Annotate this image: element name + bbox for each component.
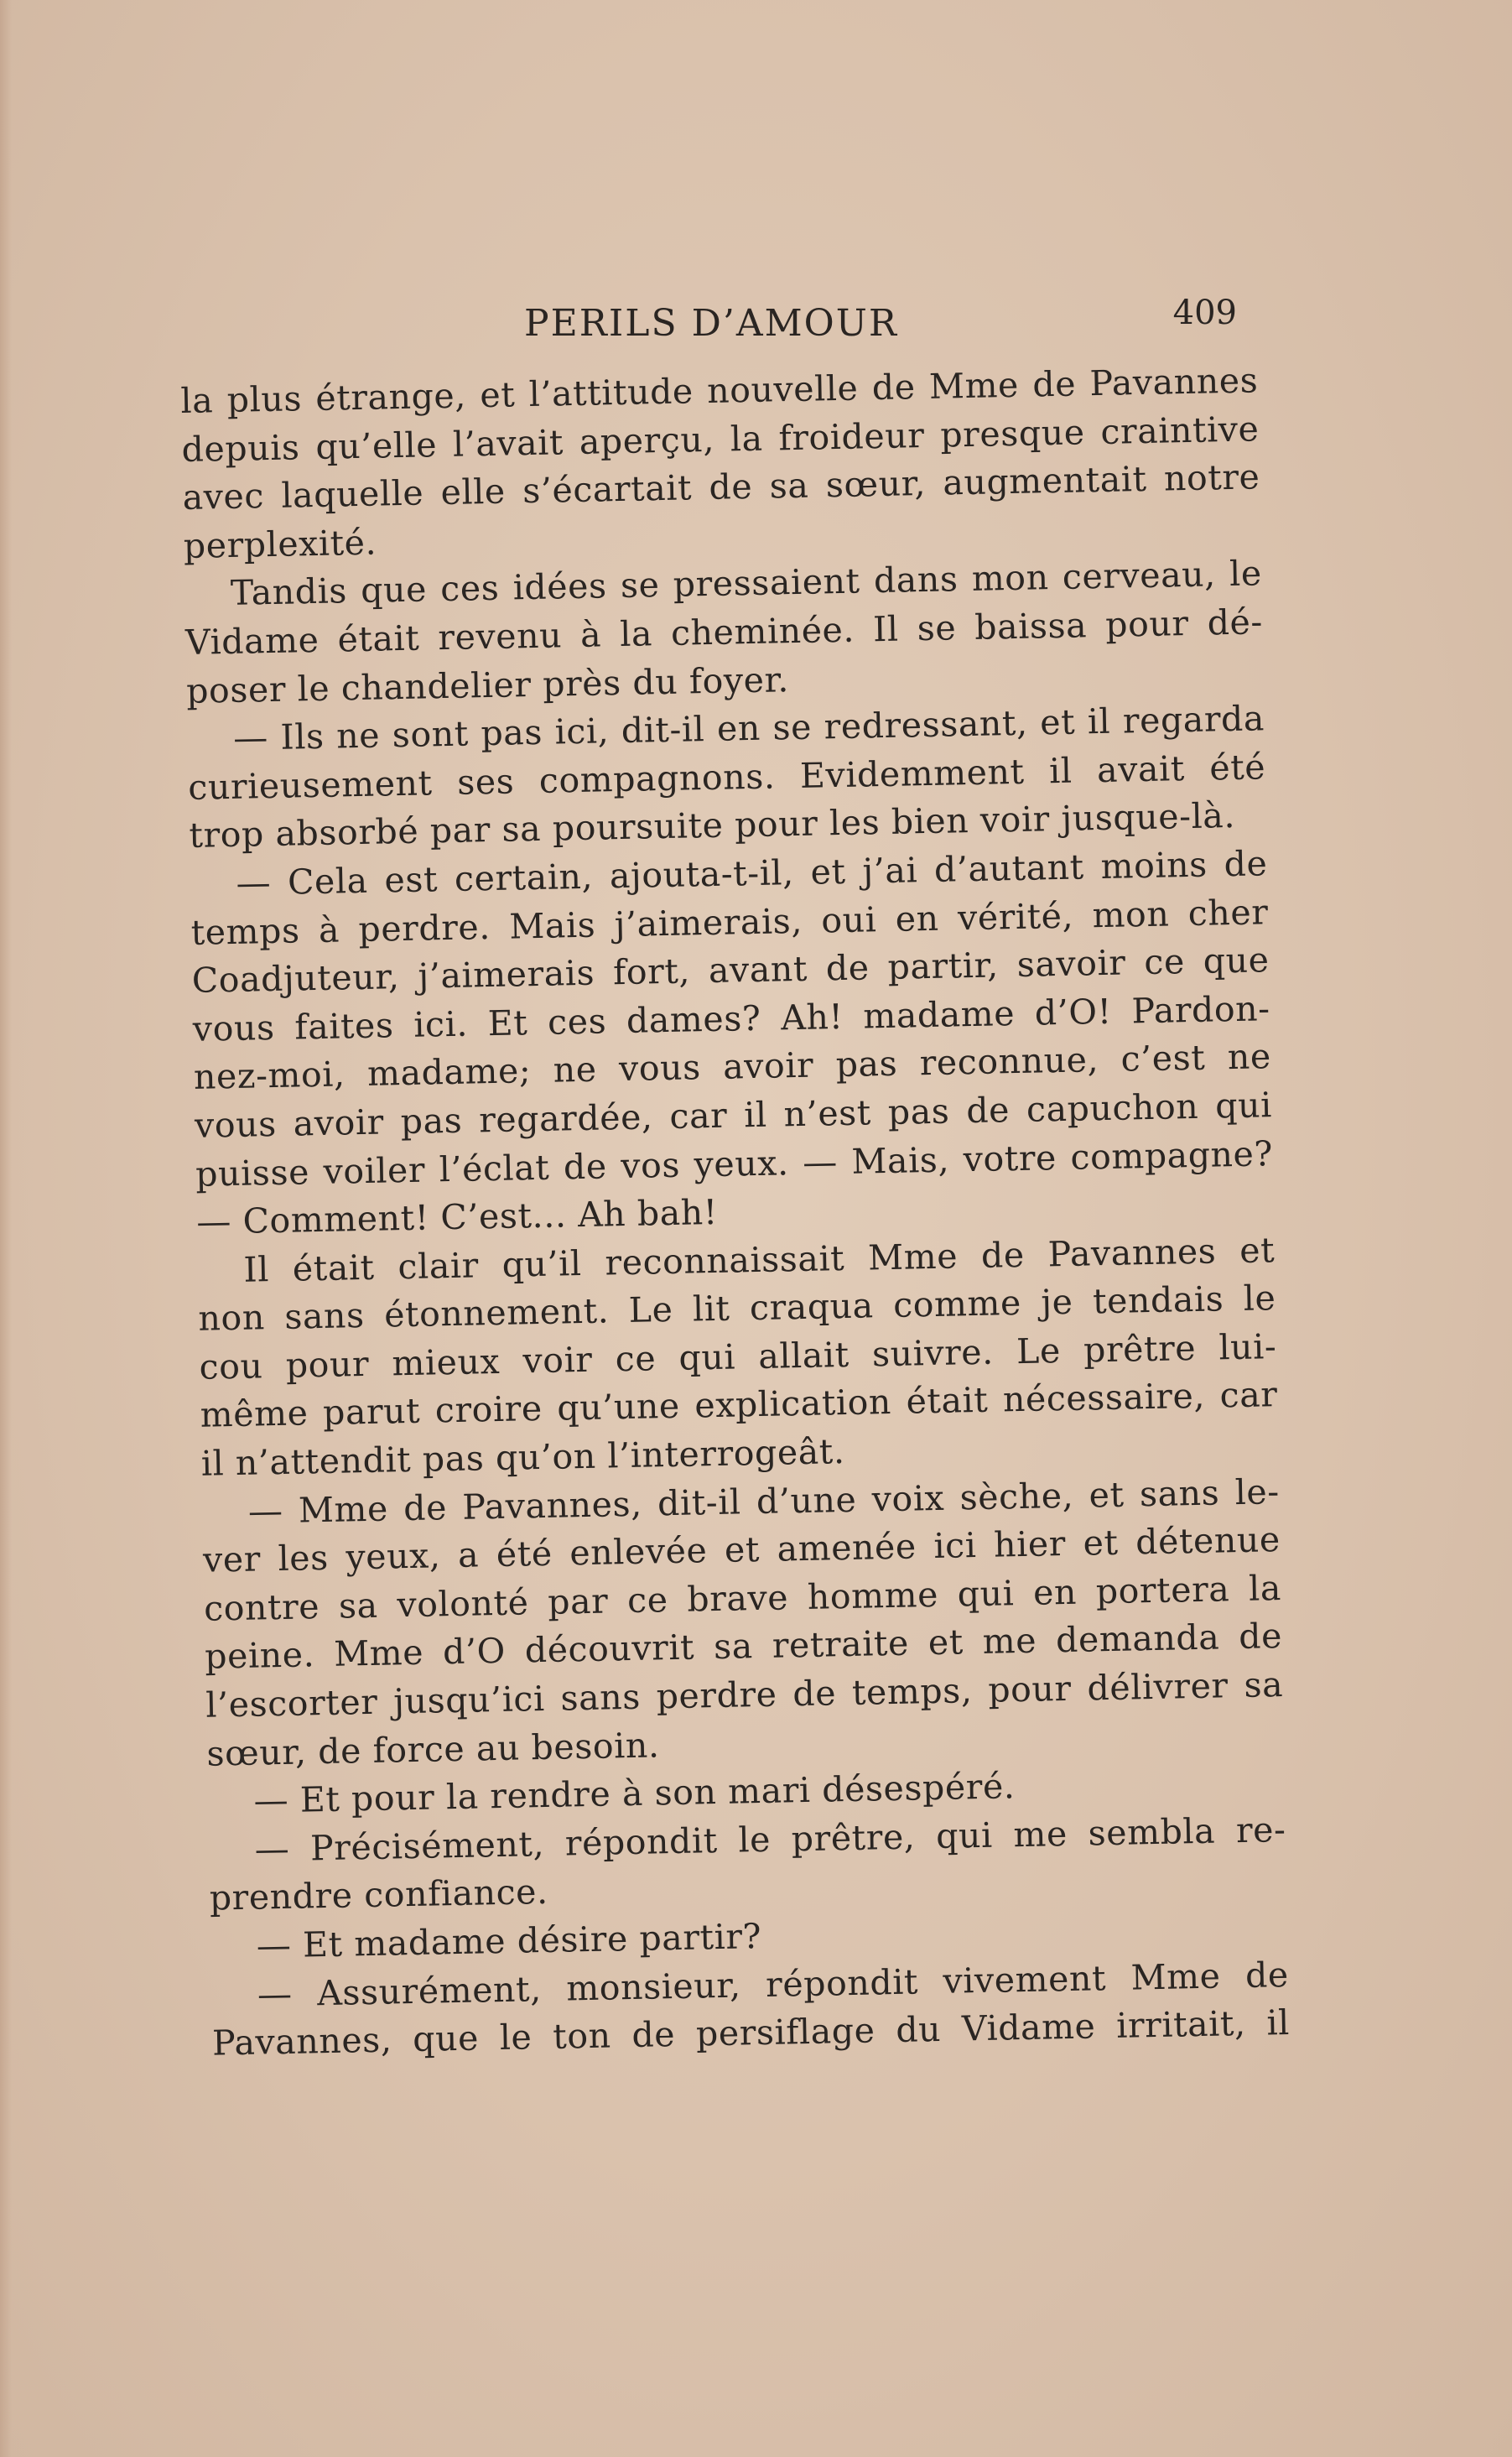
word: temps, [851,1670,973,1713]
word: plus [226,378,303,420]
word: et [1083,1523,1120,1564]
word: cou [199,1346,263,1387]
word: sa [769,465,809,507]
word: ces [547,1001,607,1043]
word: que [412,2017,480,2060]
page-edge-shadow [0,0,12,2457]
word: ne [335,715,381,757]
word: idées [512,565,608,608]
word: Coadjuteur, [191,956,400,1001]
word: — [802,1141,839,1183]
word: sœur, [825,463,927,506]
word: lui- [1218,1325,1277,1368]
text-line: il n’attendit pas qu’on l’interrogeât. [200,1431,845,1484]
word: nécessaire, [1002,1376,1206,1420]
word: sa [713,1626,754,1668]
word: que [360,569,428,612]
word: certain, [454,856,594,899]
word: le [499,2017,533,2059]
word: nouvelle [706,367,859,411]
word: l’avait [452,421,564,465]
word: de [825,947,870,989]
word: vous [192,1007,276,1049]
word: qu’une [556,1386,681,1429]
word: que [1203,940,1270,981]
word: en [1032,1571,1078,1613]
word: les [278,1538,330,1580]
word: ce [1143,941,1186,983]
word: était [337,617,420,660]
word: monsieur, [565,1965,742,2009]
word: suivre. [871,1331,995,1375]
word: me [982,1621,1037,1663]
word: volonté [396,1582,529,1626]
word: Ils [280,716,325,757]
text-line: poser le chandelier près du foyer. [185,658,790,711]
word: avoir [293,1101,385,1144]
word: qui [678,1336,736,1378]
word: pas [400,1100,463,1143]
word: ajouta-t-il, [609,852,795,897]
word: Mme [928,364,1020,407]
word: qui [957,1573,1015,1615]
word: de [403,1486,448,1528]
word: sans [1139,1472,1220,1514]
word: la [1248,1567,1282,1609]
word: regarda [1122,698,1265,742]
word: — [247,1490,284,1532]
word: madame; [366,1050,532,1095]
word: dit-il [621,709,705,752]
word: avait [1096,747,1186,790]
word: ces [439,568,500,610]
text-line: — Et madame désire partir? [256,1916,762,1966]
word: madame [862,992,1016,1037]
text-line: prendre confiance. [209,1871,549,1919]
word: et [724,1529,761,1571]
word: oui [820,898,877,940]
word: tendais [1092,1278,1224,1322]
word: sèche, [959,1475,1074,1518]
word: en [716,707,761,749]
page-number: 409 [1172,294,1237,332]
word: Pavannes, [461,1483,643,1528]
word: de [563,1145,608,1187]
word: car [1219,1374,1278,1416]
word: perdre. [357,906,491,950]
word: s’écartait [522,467,693,512]
word: — [236,862,272,903]
word: Pavannes [1089,360,1259,404]
word: nez-moi, [193,1054,346,1098]
word: par [547,1580,609,1622]
word: Le [1016,1330,1062,1372]
word: de [1031,363,1077,405]
word: vivement [943,1957,1107,2002]
word: compagnons. [538,756,776,801]
word: portera [1095,1569,1230,1612]
word: pour [1104,602,1190,645]
word: voix [871,1477,945,1520]
word: le- [1234,1471,1281,1512]
word: mieux [391,1340,501,1384]
word: de [792,1673,837,1715]
word: re- [1235,1809,1286,1851]
word: été [496,1533,553,1575]
word: moins [1100,844,1208,887]
word: d’O [442,1631,507,1673]
word: capuchon [1026,1085,1199,1130]
word: aperçu, [579,419,715,462]
word: votre [963,1137,1057,1179]
word: revenu [437,615,563,658]
word: c’est [1120,1038,1206,1080]
word: reconnaissait [605,1237,845,1283]
word: j’ai [862,850,918,892]
word: de [709,466,753,508]
word: et [479,374,516,416]
word: ver [202,1538,262,1580]
word: yeux. [694,1142,790,1184]
word: détenue [1135,1519,1281,1563]
word: dans [873,559,959,601]
running-title: PERILS D’AMOUR [524,302,898,345]
word: brave [686,1577,789,1620]
word: avec [182,476,265,518]
word: était [292,1247,376,1289]
word: à [318,909,340,950]
word: il [1265,2002,1291,2043]
word: voiler [323,1149,426,1192]
word: car [669,1095,728,1137]
word: l’éclat [439,1147,550,1189]
word: pour [285,1343,370,1386]
word: pour [987,1668,1073,1710]
word: avant [708,948,808,992]
word: Mme [867,1236,959,1278]
word: de [1238,1616,1283,1658]
word: enlevée [569,1530,708,1574]
text-line: sœur, de force au besoin. [206,1724,660,1774]
word: yeux, [346,1535,441,1578]
word: ses [456,761,515,803]
word: Il [872,608,900,650]
word: même [200,1392,309,1436]
word: il [1048,750,1073,791]
word: Mais [508,904,596,947]
word: pas [835,1044,898,1085]
word: cerveau, [1062,554,1217,598]
word: de [871,367,917,409]
word: allait [757,1334,850,1377]
word: cheminée. [670,609,855,653]
word: ce [626,1579,669,1621]
word: presque [939,411,1085,455]
word: mon [1092,893,1170,935]
word: demanda [1055,1616,1220,1661]
word: vérité, [957,895,1074,938]
word: de [980,1234,1026,1276]
word: hier [993,1523,1067,1565]
word: temps [190,909,301,953]
word: Pardon- [1130,987,1271,1032]
word: sont [392,713,470,756]
word: sans [560,1676,642,1719]
word: ton [552,2015,612,2058]
word: Mais, [850,1139,950,1182]
word: craqua [749,1285,875,1329]
word: croire [434,1388,543,1431]
word: j’aimerais, [614,900,803,945]
word: amenée [777,1526,917,1569]
word: à [579,614,602,655]
word: le [737,1819,772,1861]
word: et [810,851,847,893]
word: en [895,898,940,940]
word: perdre [656,1674,777,1717]
word: — [232,717,269,759]
word: comme [892,1283,1022,1326]
word: et [1039,701,1076,743]
word: l’escorter [205,1681,378,1726]
word: ici. [413,1003,469,1045]
word: dit-il [657,1481,742,1523]
word: savoir [1016,942,1126,986]
word: pressaient [673,560,861,606]
word: lit [692,1288,730,1330]
word: j’aimerais [418,952,595,997]
text-line: — Comment! C’est... Ah bah! [195,1191,719,1242]
word: laquelle [280,472,424,516]
word: la [180,380,214,421]
word: baissa [974,605,1088,648]
word: sa [338,1585,379,1627]
word: sans [283,1295,366,1338]
word: du [895,2009,942,2051]
word: qu’il [501,1242,583,1285]
word: Cela [287,860,369,903]
word: reconnue, [919,1039,1099,1084]
word: de [965,1090,1011,1132]
word: partir, [887,945,1000,988]
word: non [198,1297,266,1340]
word: fort, [612,950,691,993]
word: Vidame [184,619,320,663]
word: il [743,1094,768,1136]
word: Vidame [961,2006,1096,2049]
word: qui [935,1814,994,1856]
word: se [917,607,957,649]
word: Ah! [780,996,844,1038]
word: dames? [626,997,761,1041]
word: été [1208,746,1266,789]
word: retraite [772,1623,910,1667]
word: Tandis [230,570,348,614]
word: Pavannes [1047,1231,1217,1275]
word: vos [620,1144,681,1186]
text-line: trop absorbé par sa poursuite pour les bien voir jusque-là. [189,795,1236,856]
word: curieusement [187,763,434,808]
word: prêtre, [791,1816,916,1860]
word: Assurément, [316,1968,543,2013]
word: et [1239,1229,1276,1271]
text-line: — Et pour la rendre à son mari désespéré. [253,1766,1016,1821]
word: de [1244,1954,1290,1996]
word: qui [1214,1085,1273,1127]
word: elle [440,471,507,513]
word: explication [694,1382,892,1426]
word: de [1224,843,1268,885]
word: — [254,1828,290,1870]
word: peine. [204,1634,315,1678]
word: pas [887,1091,950,1132]
word: n’est [783,1092,872,1135]
word: pas [480,711,543,754]
word: d’une [756,1479,857,1522]
word: compagne? [1070,1132,1274,1178]
word: vous [194,1103,278,1146]
word: Et [487,1002,528,1044]
word: Mme [298,1488,389,1531]
word: Il [242,1248,270,1290]
word: qu’elle [314,424,438,467]
word: délivrer [1087,1665,1229,1709]
word: Evidemment [799,751,1026,796]
word: Précisément, [309,1823,545,1869]
word: augmentait [942,459,1147,503]
word: mon [971,557,1050,600]
word: jusqu’ici [392,1678,546,1722]
word: persiflage [695,2010,876,2054]
word: était [906,1380,989,1423]
word: d’autant [933,846,1085,890]
word: ce [615,1338,657,1380]
word: prêtre [1083,1327,1197,1371]
word: découvrit [524,1627,695,1671]
word: depuis [181,426,300,470]
word: parut [322,1391,421,1434]
word: se [772,706,813,748]
word: de [631,2014,676,2056]
word: ne [553,1049,598,1091]
word: répondit [765,1961,919,2005]
word: répondit [564,1819,719,1864]
word: il [1087,700,1111,742]
word: sembla [1088,1810,1216,1854]
word: homme [807,1574,939,1617]
word: ici, [554,711,610,752]
word: et [1089,1474,1125,1516]
word: étrange, [314,375,467,419]
word: notre [1163,456,1260,499]
word: l’attitude [528,371,694,415]
word: ne [1227,1036,1272,1078]
word: — [257,1973,294,2015]
word: contre [203,1585,320,1629]
word: avoir [722,1044,814,1088]
word: la [619,613,653,654]
text-line: perplexité. [183,522,377,566]
word: Pavannes, [211,2019,392,2064]
word: je [1040,1282,1074,1323]
word: la [730,418,764,460]
word: me [1013,1813,1068,1856]
word: craintive [1099,408,1260,452]
word: voir [522,1339,593,1382]
word: ici [933,1525,977,1567]
word: redressant, [824,702,1029,747]
word: regardée, [478,1096,653,1141]
body-text [180,357,1290,2068]
word: étonnement. [383,1290,610,1335]
word: le [1229,553,1263,595]
word: cher [1187,891,1269,934]
word: vous [618,1047,702,1090]
word: sa [1244,1664,1284,1705]
word: est [384,859,439,901]
word: et [927,1622,964,1663]
word: Le [628,1289,673,1331]
word: Mme [333,1632,424,1675]
word: irritait, [1115,2003,1247,2047]
word: Mme [1130,1955,1221,1998]
word: d’O! [1034,991,1113,1033]
word: se [620,565,660,606]
word: clair [397,1245,480,1287]
word: dé- [1207,601,1264,643]
word: froideur [778,414,925,458]
word: faites [294,1004,394,1048]
word: le [1243,1278,1276,1320]
running-head [180,294,1237,344]
word: a [457,1534,480,1576]
word: puisse [195,1151,310,1195]
